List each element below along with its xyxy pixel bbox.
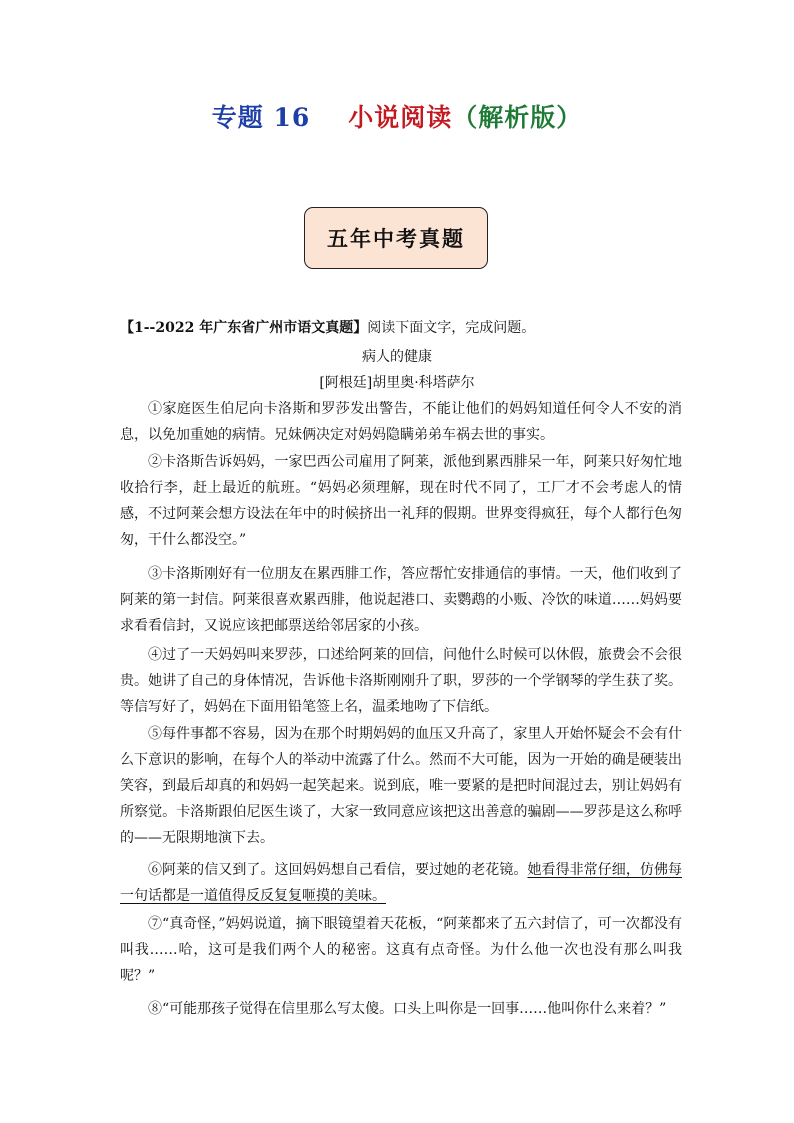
question-source-line bbox=[120, 317, 690, 337]
story-paragraph-8: ⑧“可能那孩子觉得在信里那么写太傻。口头上叫你是一回事……他叫你什么来着？” bbox=[148, 1001, 667, 1017]
section-badge: 五年中考真题 bbox=[304, 207, 488, 269]
story-author: [阿根廷]胡里奥·科塔萨尔 bbox=[319, 375, 475, 391]
title-edition: （解析版） bbox=[452, 103, 583, 132]
story-paragraph-7: ⑦“真奇怪，”妈妈说道，摘下眼镜望着天花板，“阿莱都来了五六封信了，可一次都没有叫我……哈，这可是我们两个人的秘密。这真有点奇怪。为什么他一次也没有那么叫我呢？” bbox=[120, 916, 682, 984]
story-paragraph-3: ③卡洛斯刚好有一位朋友在累西腓工作，答应帮忙安排通信的事情。一天，他们收到了阿莱的第一封信。阿莱很喜欢累西腓，他说起港口、卖鹦鹉的小贩、冷饮的味道……妈妈要求看看信封，又说应该把邮票送给邻居家的小孩。 bbox=[120, 566, 682, 634]
story-paragraph-4: ④过了一天妈妈叫来罗莎，口述给阿莱的回信，问他什么时候可以休假，旅费会不会很贵。她讲了自己的身体情况，告诉他卡洛斯刚刚升了职，罗莎的一个学钢琴的学生获了奖。等信写好了，妈妈在下面用铅笔签上名，温柔地吻了下信纸。 bbox=[120, 647, 682, 715]
title-topic-name: 小说阅读 bbox=[348, 103, 453, 132]
story-paragraph-1: ①家庭医生伯尼向卡洛斯和罗莎发出警告，不能让他们的妈妈知道任何令人不安的消息，以免加重她的病情。兄妹俩决定对妈妈隐瞒弟弟车祸去世的事实。 bbox=[120, 401, 682, 443]
story-paragraph-2: ②卡洛斯告诉妈妈，一家巴西公司雇用了阿莱，派他到累西腓呆一年，阿莱只好匆忙地收拾行李，赶上最近的航班。“妈妈必须理解，现在时代不同了，工厂才不会考虑人的情感，不过阿莱会想方设法在年中的时候挤出一礼拜的假期。世界变得疯狂，每个人都行色匆匆，干什么都没空。” bbox=[120, 454, 682, 548]
title-topic-number: 专题 16 bbox=[211, 103, 311, 132]
underlined-sentence: 她看得非常仔细，仿佛每一句话都是一道值得反反复复咂摸的美味。 bbox=[120, 862, 683, 904]
story-paragraph-5: ⑤每件事都不容易，因为在那个时期妈妈的血压又升高了，家里人开始怀疑会不会有什么下意识的影响，在每个人的举动中流露了什么。然而不大可能，因为一开始的确是硬装出笑容，到最后却真的和妈妈一起笑起来。说到底，唯一要紧的是把时间混过去，别让妈妈有所察觉。卡洛斯跟伯尼医生谈了，大家一致同意应该把这出善意的骗剧——罗莎是这么称呼的——无限期地演下去。 bbox=[120, 726, 682, 846]
story-title: 病人的健康 bbox=[362, 349, 432, 365]
page-title bbox=[0, 98, 794, 134]
paragraph-6-text: ⑥阿莱的信又到了。这回妈妈想自己看信，要过她的老花镜。 bbox=[148, 862, 528, 878]
question-source: 【1--2022 年广东省广州市语文真题】 bbox=[120, 320, 368, 336]
story-paragraph-6 bbox=[120, 857, 682, 909]
question-instruction: 阅读下面文字，完成问题。 bbox=[367, 320, 536, 336]
